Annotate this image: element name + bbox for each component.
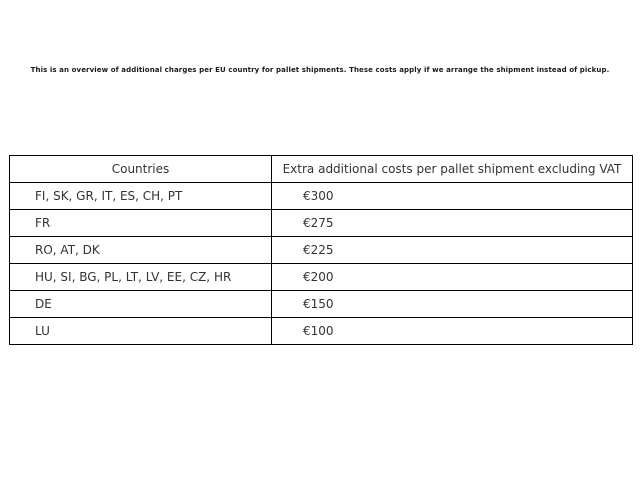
countries-cell: FI, SK, GR, IT, ES, CH, PT — [10, 183, 272, 210]
table-row — [10, 183, 633, 210]
charges-table — [9, 155, 633, 345]
cost-cell: €275 — [272, 210, 633, 237]
table-header-row — [10, 156, 633, 183]
countries-cell: DE — [10, 291, 272, 318]
cost-cell: €200 — [272, 264, 633, 291]
table-row — [10, 210, 633, 237]
header-cell-costs: Extra additional costs per pallet shipment excluding VAT — [272, 156, 633, 183]
cost-cell: €225 — [272, 237, 633, 264]
table-row — [10, 264, 633, 291]
countries-cell: LU — [10, 318, 272, 345]
intro-text: This is an overview of additional charges per EU country for pallet shipments. These costs apply if we arrange the shipment instead of pickup. — [30, 66, 610, 74]
header-cell-countries: Countries — [10, 156, 272, 183]
table-row — [10, 237, 633, 264]
countries-cell: RO, AT, DK — [10, 237, 272, 264]
countries-cell: HU, SI, BG, PL, LT, LV, EE, CZ, HR — [10, 264, 272, 291]
table-row — [10, 291, 633, 318]
cost-cell: €300 — [272, 183, 633, 210]
countries-cell: FR — [10, 210, 272, 237]
table-row — [10, 318, 633, 345]
cost-cell: €150 — [272, 291, 633, 318]
cost-cell: €100 — [272, 318, 633, 345]
